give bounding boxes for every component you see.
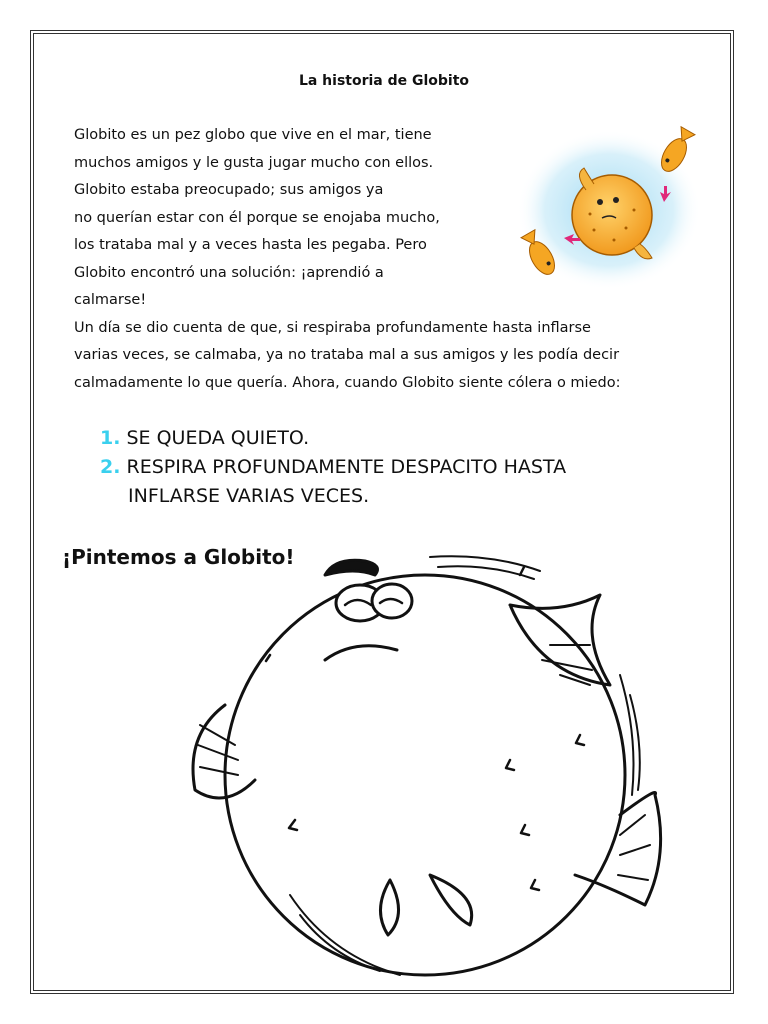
page-title: La historia de Globito bbox=[298, 73, 470, 89]
steps-list bbox=[100, 424, 566, 511]
coloring-heading: ¡Pintemos a Globito! bbox=[62, 545, 295, 569]
story-line: los trataba mal y a veces hasta les pegaba. Pero bbox=[74, 237, 427, 253]
story-line: calmarse! bbox=[74, 292, 147, 308]
step-text: SE QUEDA QUIETO. bbox=[126, 427, 310, 449]
story-line: muchos amigos y le gusta jugar mucho con ellos. bbox=[74, 154, 434, 171]
story-line: varias veces, se calmaba, ya no trataba mal a sus amigos y les podía decir bbox=[74, 347, 620, 363]
step-continuation: INFLARSE VARIAS VECES. bbox=[128, 485, 370, 507]
story-line: Globito encontró una solución: ¡aprendió a bbox=[74, 264, 384, 281]
story-line: no querían estar con él porque se enojaba mucho, bbox=[74, 209, 440, 226]
step-number: 1. bbox=[100, 427, 121, 449]
step-item bbox=[100, 453, 566, 482]
story-line: Globito es un pez globo que vive en el mar, tiene bbox=[74, 127, 432, 143]
story-line: calmadamente lo que quería. Ahora, cuando Globito siente cólera o miedo: bbox=[74, 374, 621, 391]
step-text: RESPIRA PROFUNDAMENTE DESPACITO HASTA bbox=[126, 456, 567, 478]
pufferfish-coloring-outline bbox=[180, 545, 680, 989]
step-number: 2. bbox=[100, 456, 121, 478]
step-item bbox=[100, 424, 566, 453]
pufferfish-color-illustration bbox=[514, 110, 704, 304]
story-line: Globito estaba preocupado; sus amigos ya bbox=[74, 182, 384, 198]
story-line: Un día se dio cuenta de que, si respiraba profundamente hasta inflarse bbox=[74, 319, 591, 336]
